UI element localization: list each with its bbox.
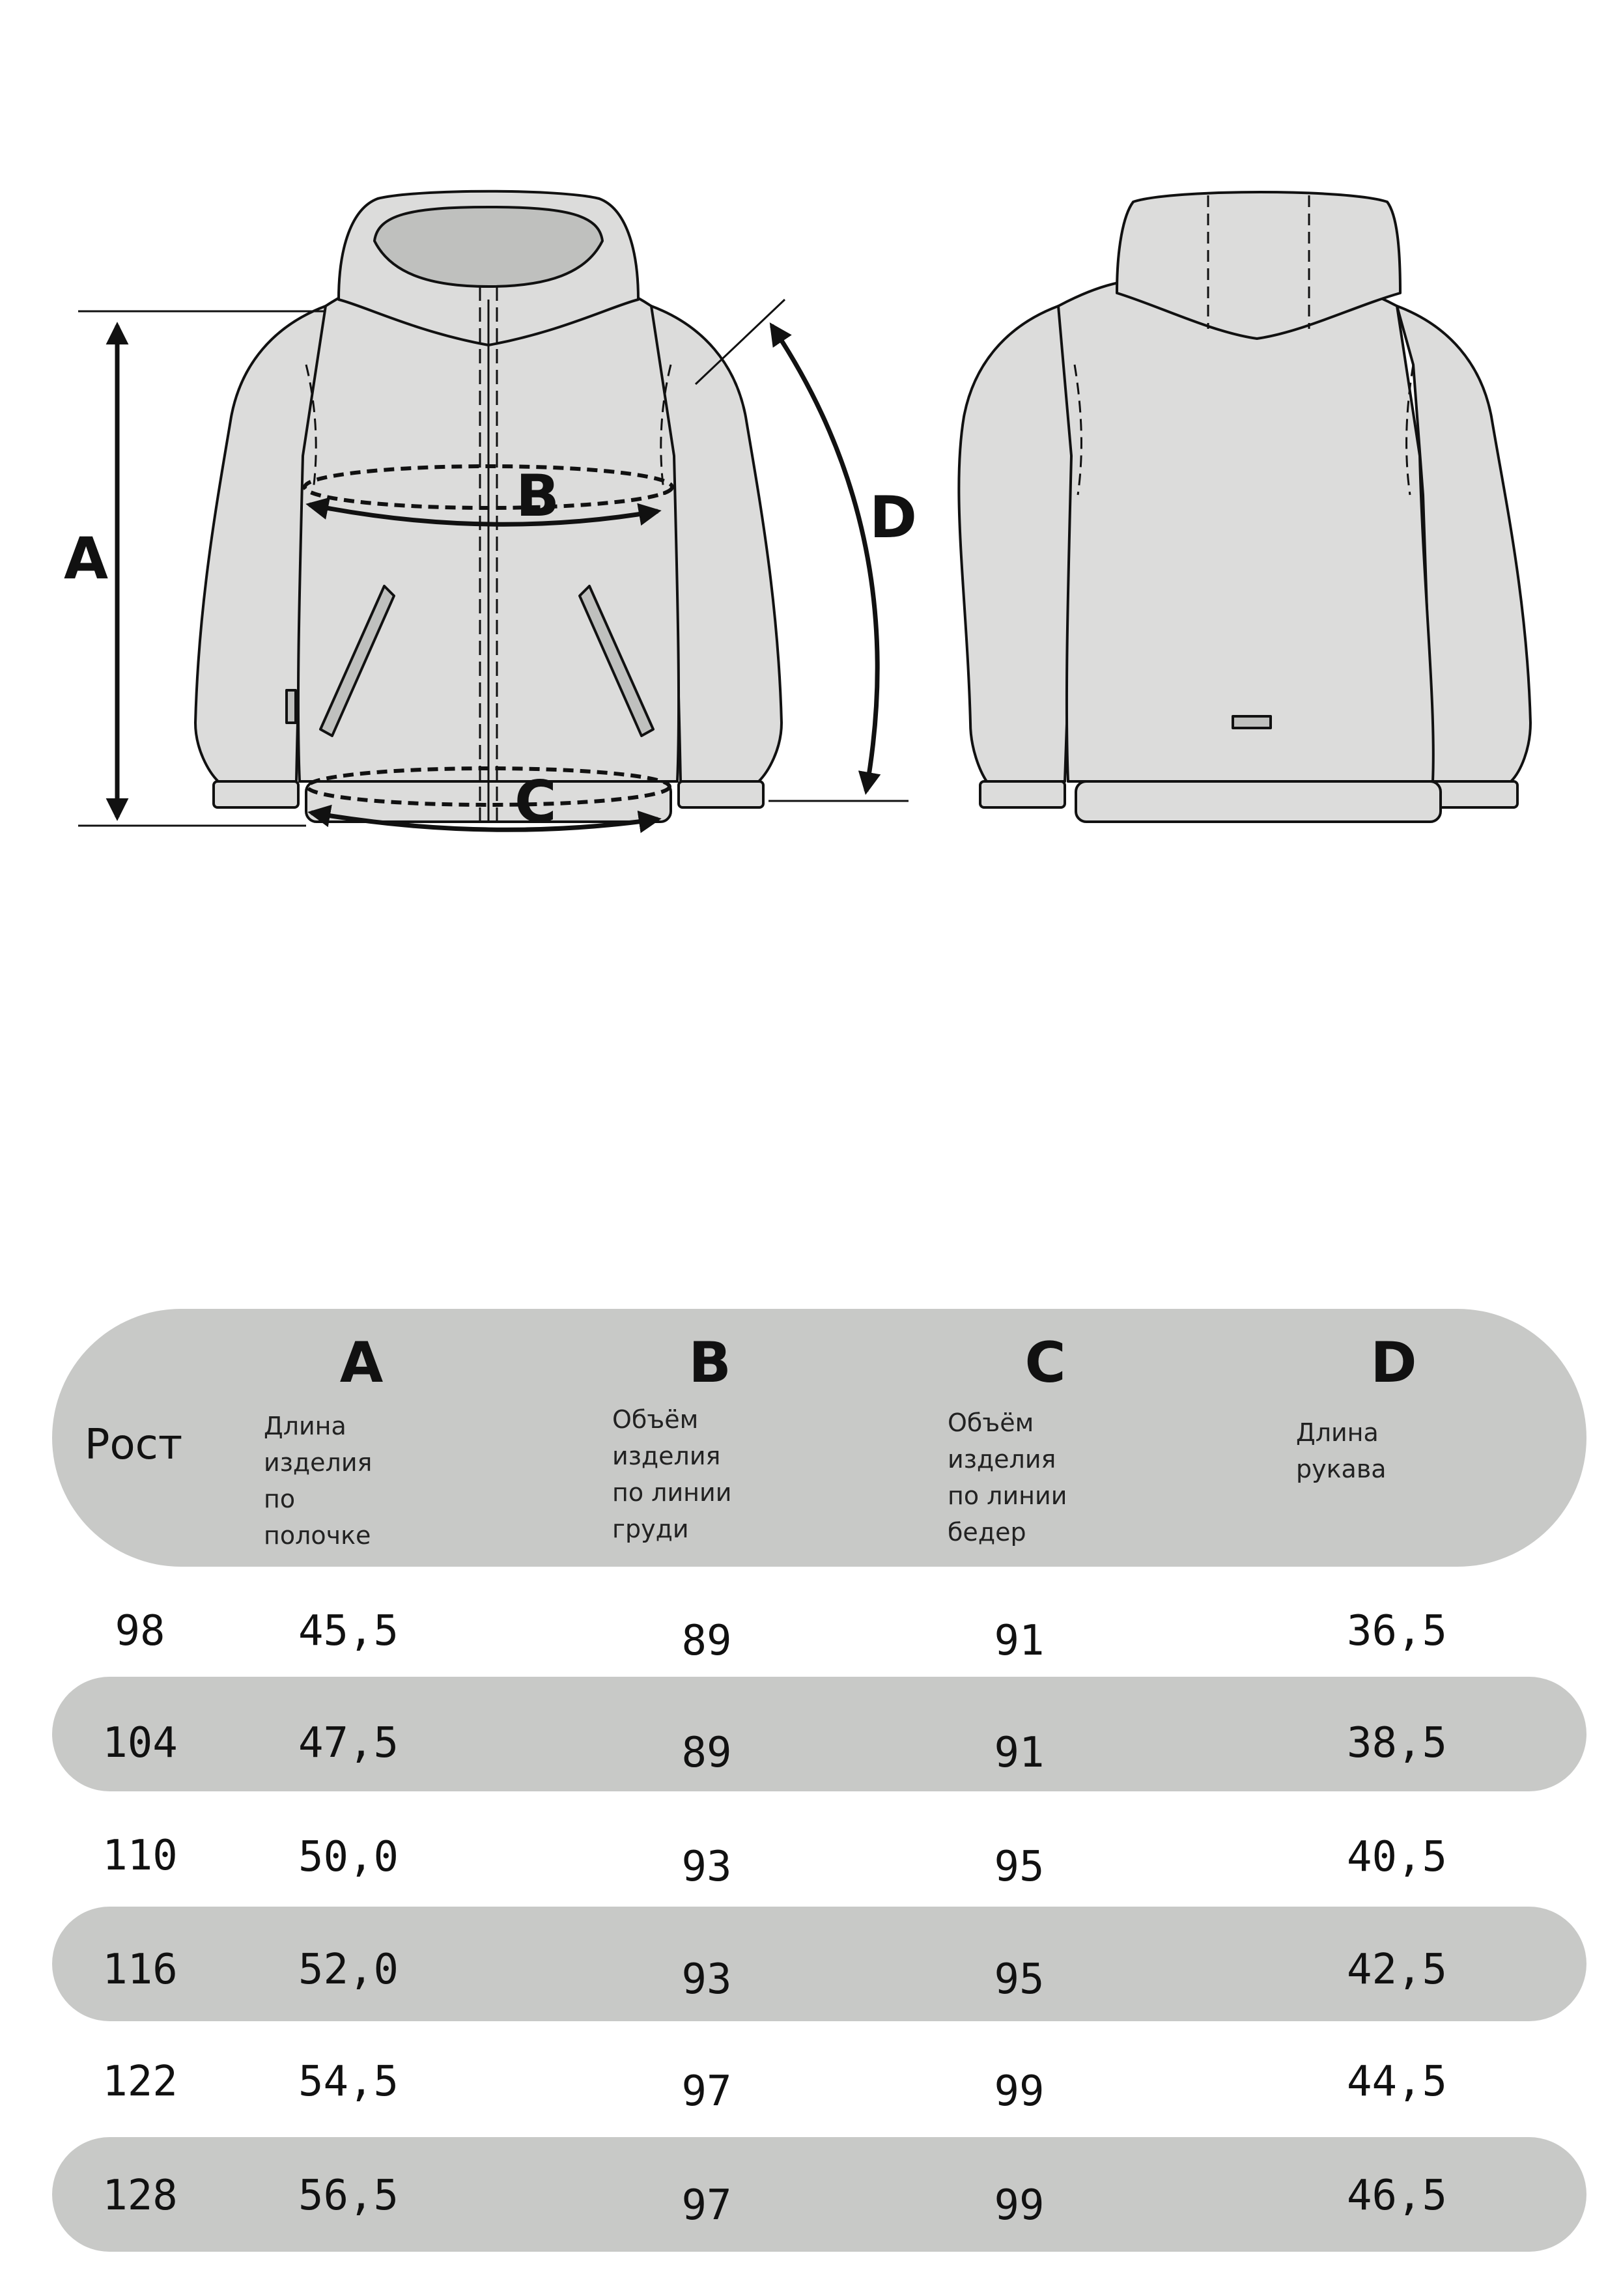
column-a-letter: A bbox=[339, 1330, 384, 1395]
column-d-line: Длина bbox=[1296, 1418, 1379, 1447]
cell-a: 45,5 bbox=[298, 1607, 399, 1655]
cell-a: 54,5 bbox=[298, 2058, 399, 2106]
column-c-line: бедер bbox=[948, 1518, 1026, 1547]
cell-d: 44,5 bbox=[1346, 2058, 1448, 2106]
cell-d: 40,5 bbox=[1346, 1833, 1448, 1881]
column-c-line: Объём bbox=[948, 1408, 1034, 1437]
measure-label-c: C bbox=[514, 768, 557, 835]
cell-c: 91 bbox=[994, 1729, 1045, 1777]
column-b-line: изделия bbox=[612, 1442, 721, 1470]
cell-b: 89 bbox=[681, 1729, 732, 1777]
cell-height: 110 bbox=[102, 1832, 178, 1880]
height-column-header: Рост bbox=[84, 1421, 183, 1469]
column-a-description bbox=[264, 1408, 459, 1554]
cell-c: 99 bbox=[994, 2181, 1045, 2230]
cell-a: 47,5 bbox=[298, 1719, 399, 1767]
column-c-description bbox=[948, 1405, 1143, 1550]
column-c-line: изделия bbox=[948, 1445, 1056, 1474]
column-d-letter: D bbox=[1370, 1330, 1417, 1395]
cell-b: 97 bbox=[681, 2067, 732, 2116]
cell-d: 38,5 bbox=[1346, 1719, 1448, 1767]
measure-label-d: D bbox=[869, 484, 918, 551]
cell-a: 52,0 bbox=[298, 1946, 399, 1994]
cell-b: 97 bbox=[681, 2181, 732, 2230]
column-b-line: по линии bbox=[612, 1478, 732, 1507]
cell-a: 50,0 bbox=[298, 1833, 399, 1881]
measure-label-b: B bbox=[516, 462, 560, 529]
cell-c: 91 bbox=[994, 1617, 1045, 1665]
column-d-description bbox=[1296, 1414, 1491, 1487]
cell-d: 42,5 bbox=[1346, 1946, 1448, 1994]
cell-height: 104 bbox=[102, 1719, 178, 1767]
measure-label-a: A bbox=[64, 525, 109, 592]
column-c-line: по линии bbox=[948, 1481, 1067, 1510]
column-b-line: Объём bbox=[612, 1405, 699, 1434]
column-c-letter: C bbox=[1024, 1330, 1066, 1395]
cell-height: 98 bbox=[115, 1607, 165, 1655]
cell-c: 99 bbox=[994, 2067, 1045, 2116]
cell-a: 56,5 bbox=[298, 2172, 399, 2220]
column-b-line: груди bbox=[612, 1515, 689, 1543]
cell-d: 36,5 bbox=[1346, 1607, 1448, 1655]
cell-height: 116 bbox=[102, 1946, 178, 1994]
column-b-letter: B bbox=[688, 1330, 731, 1395]
cell-height: 122 bbox=[102, 2058, 178, 2106]
cell-c: 95 bbox=[994, 1843, 1045, 1891]
column-a-line: по bbox=[264, 1485, 296, 1513]
cell-d: 46,5 bbox=[1346, 2172, 1448, 2220]
column-a-line: изделия bbox=[264, 1448, 373, 1477]
cell-c: 95 bbox=[994, 1955, 1045, 2004]
cell-height: 128 bbox=[102, 2172, 178, 2220]
cell-b: 93 bbox=[681, 1843, 732, 1891]
column-d-line: рукава bbox=[1296, 1455, 1387, 1483]
column-a-line: полочке bbox=[264, 1521, 371, 1550]
column-b-description bbox=[612, 1401, 808, 1547]
column-a-line: Длина bbox=[264, 1412, 346, 1440]
cell-b: 89 bbox=[681, 1617, 732, 1665]
cell-b: 93 bbox=[681, 1955, 732, 2004]
